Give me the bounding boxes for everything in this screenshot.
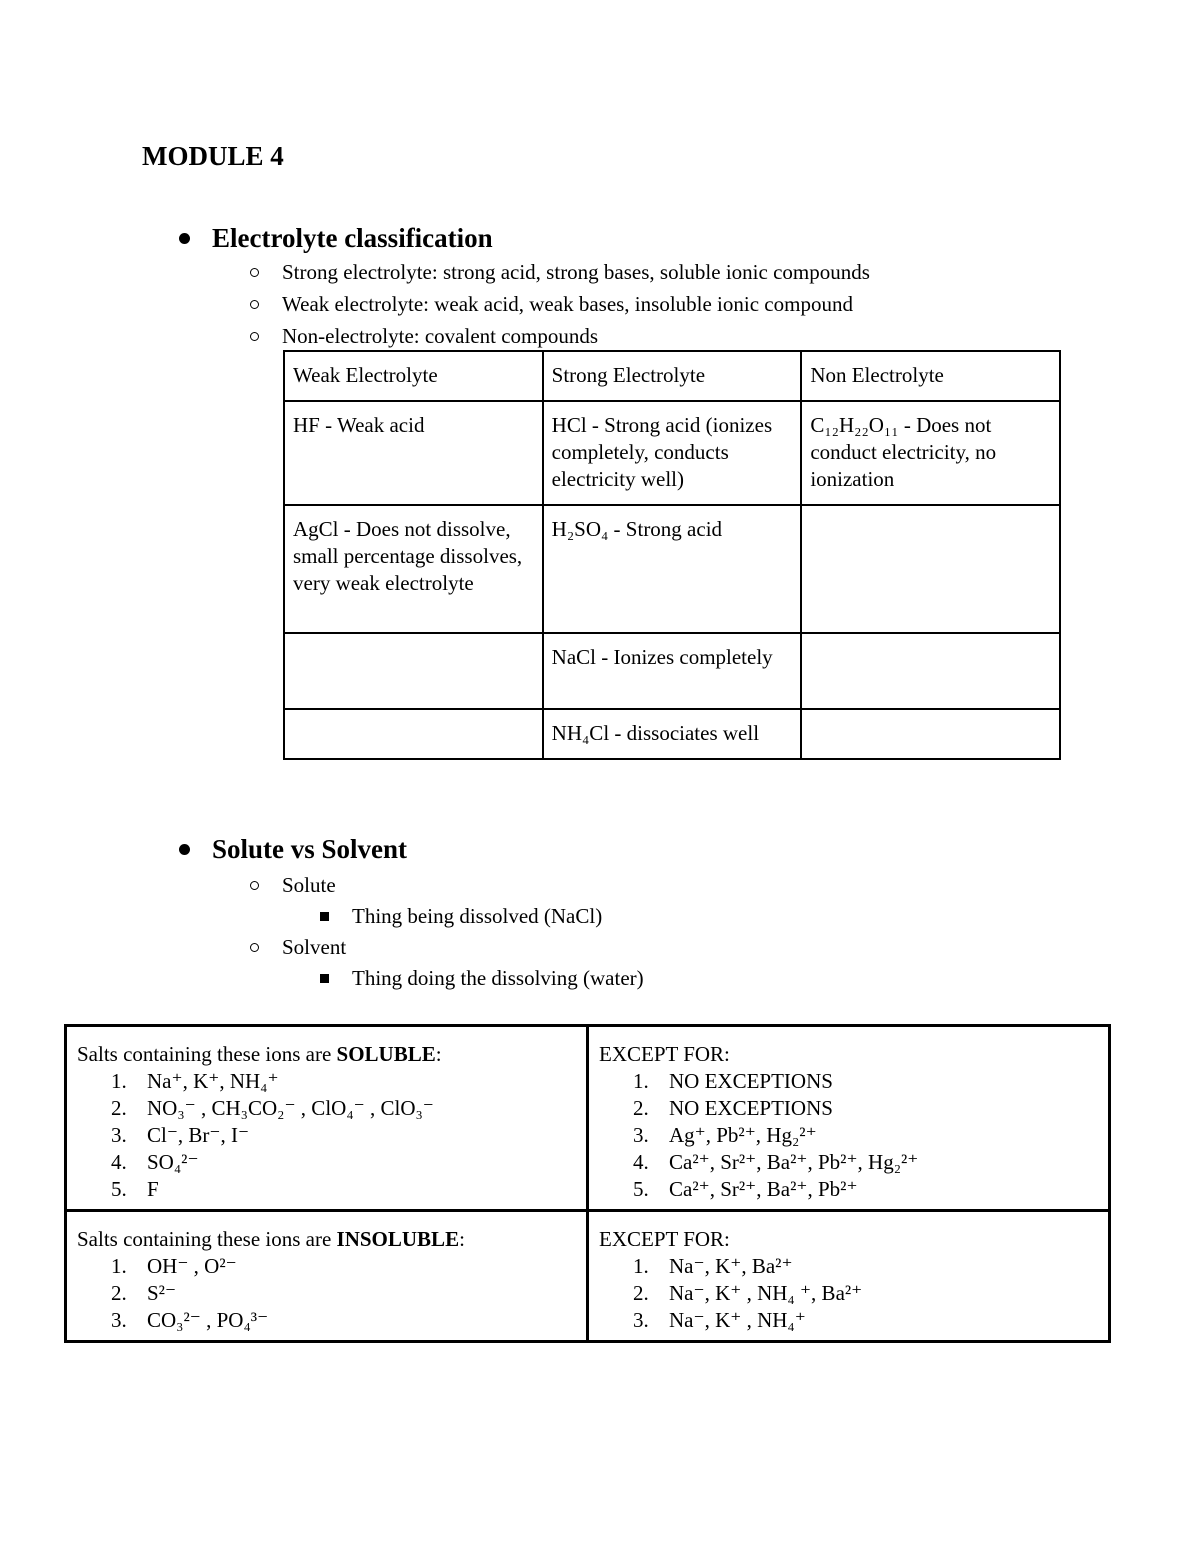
list-item-text: Weak electrolyte: weak acid, weak bases, insoluble ionic compound bbox=[282, 292, 853, 316]
solubility-table bbox=[64, 1024, 1111, 1343]
electrolyte-table bbox=[283, 350, 1061, 760]
table-row bbox=[66, 1026, 1110, 1211]
soluble-ion-list bbox=[77, 1068, 578, 1203]
table-cell bbox=[801, 633, 1060, 709]
table-cell bbox=[801, 505, 1060, 633]
section-heading-solute-solvent bbox=[212, 833, 407, 865]
section-heading-text: Electrolyte classification bbox=[212, 223, 493, 253]
hollow-bullet-icon bbox=[250, 881, 259, 890]
hollow-bullet-icon bbox=[250, 332, 259, 341]
keyword-text: INSOLUBLE bbox=[336, 1227, 460, 1251]
list-item: 5. Ca²⁺, Sr²⁺, Ba²⁺, Pb²⁺ bbox=[633, 1177, 858, 1201]
list-item: 4. SO₄²⁻ bbox=[111, 1150, 199, 1174]
soluble-exceptions-cell bbox=[588, 1026, 1110, 1211]
suffix-text: : bbox=[435, 1042, 442, 1066]
list-item-text: Solvent bbox=[282, 935, 347, 959]
hollow-bullet-icon bbox=[250, 268, 259, 277]
list-item bbox=[282, 872, 336, 898]
bullet-dot-icon bbox=[179, 844, 190, 855]
list-item: 1. NO EXCEPTIONS bbox=[633, 1069, 833, 1093]
section-heading-electrolyte bbox=[212, 222, 493, 254]
list-item: 5. F bbox=[111, 1177, 159, 1201]
list-item: 3. CO₃²⁻ , PO₄³⁻ bbox=[111, 1308, 269, 1332]
keyword-text: SOLUBLE bbox=[336, 1042, 436, 1066]
except-title: EXCEPT FOR: bbox=[599, 1042, 730, 1066]
table-cell bbox=[284, 633, 543, 709]
list-item: 2. NO EXCEPTIONS bbox=[633, 1096, 833, 1120]
list-item: 2. Na⁻, K⁺ , NH₄ ⁺, Ba²⁺ bbox=[633, 1281, 863, 1305]
table-row bbox=[66, 1211, 1110, 1342]
insoluble-exceptions-cell bbox=[588, 1211, 1110, 1342]
soluble-exception-list bbox=[599, 1068, 1100, 1203]
list-item-text: Solute bbox=[282, 873, 336, 897]
list-item: 1. Na⁺, K⁺, NH₄⁺ bbox=[111, 1069, 279, 1093]
table-row bbox=[284, 401, 1060, 505]
intro-text: Salts containing these ions are bbox=[77, 1227, 337, 1251]
header-weak-electrolyte: Weak Electrolyte bbox=[284, 351, 543, 401]
table-cell: NaCl - Ionizes completely bbox=[543, 633, 802, 709]
table-row bbox=[284, 633, 1060, 709]
list-item: 2. S²⁻ bbox=[111, 1281, 177, 1305]
section-heading-text: Solute vs Solvent bbox=[212, 834, 408, 864]
list-item: 3. Cl⁻, Br⁻, I⁻ bbox=[111, 1123, 250, 1147]
square-bullet-icon bbox=[320, 974, 329, 983]
square-bullet-icon bbox=[320, 912, 329, 921]
intro-text: Salts containing these ions are bbox=[77, 1042, 337, 1066]
bullet-dot-icon bbox=[179, 233, 190, 244]
cell-intro bbox=[77, 1226, 578, 1253]
table-cell: C₁₂H₂₂O₁₁ - Does not conduct electricity, no ionization bbox=[801, 401, 1060, 505]
table-cell bbox=[284, 709, 543, 759]
except-title: EXCEPT FOR: bbox=[599, 1227, 730, 1251]
suffix-text: : bbox=[459, 1227, 465, 1251]
hollow-bullet-icon bbox=[250, 943, 259, 952]
list-item bbox=[352, 965, 644, 991]
header-strong-electrolyte: Strong Electrolyte bbox=[543, 351, 802, 401]
insoluble-ions-cell bbox=[66, 1211, 588, 1342]
list-item-text: Thing doing the dissolving (water) bbox=[352, 966, 644, 990]
table-cell: H₂SO₄ - Strong acid bbox=[543, 505, 802, 633]
list-item: 1. Na⁻, K⁺, Ba²⁺ bbox=[633, 1254, 793, 1278]
list-item bbox=[282, 323, 598, 349]
list-item: 1. OH⁻ , O²⁻ bbox=[111, 1254, 237, 1278]
page-title: MODULE 4 bbox=[142, 141, 284, 171]
list-item bbox=[282, 934, 346, 960]
hollow-bullet-icon bbox=[250, 300, 259, 309]
header-non-electrolyte: Non Electrolyte bbox=[801, 351, 1060, 401]
list-item: 3. Ag⁺, Pb²⁺, Hg₂²⁺ bbox=[633, 1123, 817, 1147]
table-cell bbox=[801, 709, 1060, 759]
table-row bbox=[284, 505, 1060, 633]
list-item bbox=[282, 291, 853, 317]
list-item: 2. NO₃⁻ , CH₃CO₂⁻ , ClO₄⁻ , ClO₃⁻ bbox=[111, 1096, 434, 1120]
cell-intro bbox=[77, 1041, 578, 1068]
list-item bbox=[352, 903, 602, 929]
soluble-ions-cell bbox=[66, 1026, 588, 1211]
table-cell: NH₄Cl - dissociates well bbox=[543, 709, 802, 759]
list-item bbox=[282, 259, 870, 285]
insoluble-exception-list bbox=[599, 1253, 1100, 1334]
insoluble-ion-list bbox=[77, 1253, 578, 1334]
list-item: 3. Na⁻, K⁺ , NH₄⁺ bbox=[633, 1308, 806, 1332]
list-item-text: Thing being dissolved (NaCl) bbox=[352, 904, 603, 928]
table-cell: HF - Weak acid bbox=[284, 401, 543, 505]
table-row bbox=[284, 709, 1060, 759]
list-item-text: Strong electrolyte: strong acid, strong bases, soluble ionic compounds bbox=[282, 260, 870, 284]
table-cell: HCl - Strong acid (ionizes completely, conducts electricity well) bbox=[543, 401, 802, 505]
table-header-row bbox=[284, 351, 1060, 401]
list-item: 4. Ca²⁺, Sr²⁺, Ba²⁺, Pb²⁺, Hg₂²⁺ bbox=[633, 1150, 919, 1174]
table-cell: AgCl - Does not dissolve, small percentage dissolves, very weak electrolyte bbox=[284, 505, 543, 633]
list-item-text: Non-electrolyte: covalent compounds bbox=[282, 324, 599, 348]
